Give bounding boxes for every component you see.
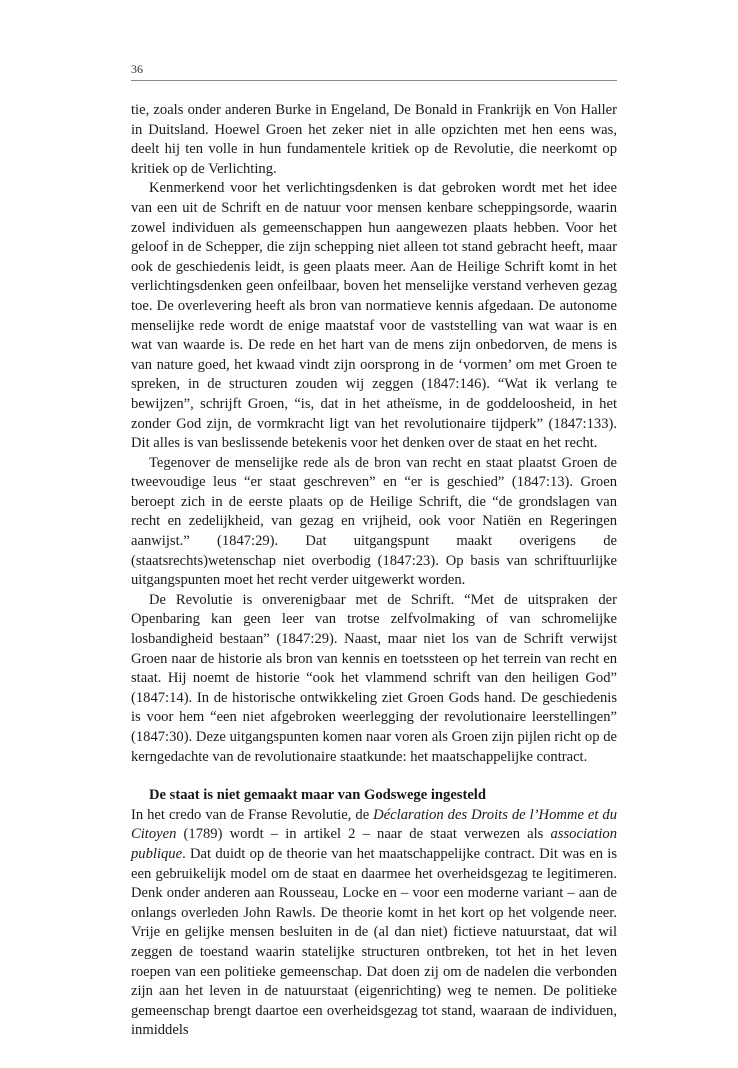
section-paragraph [131, 806, 617, 1041]
section-segment-5: . Dat duidt op de theorie van het maatschappelijke contract. Dit was en is een gebruikelijk model om de staat en daarmee het overheidsgezag te legitimeren. Denk onder anderen aan Rousseau, Locke en – voor een moderne variant – aan de onlangs overleden John Rawls. De theorie komt in het kort op het volgende neer. Vrije en gelijke mensen besluiten in de (al dan niet) fictieve natuurstaat, dat wil zeggen de toestand waarin statelijke structuren ontbreken, tot het in het leven roepen van een politieke gemeenschap. Dat doen zij om de nadelen die verbonden zijn aan het leven in de natuurstaat (eigenrichting) weg te nemen. De politieke gemeenschap brengt daartoe een overheidsgezag tot stand, waaraan de individuen, inmiddels [131, 845, 617, 1039]
paragraph-3: Tegenover de menselijke rede als de bron van recht en staat plaatst Groen de tweevoudige leus “er staat geschreven” en “er is geschied” (1847:13). Groen beroept zich in de eerste plaats op de Heilige Schrift, die “de grondslagen van recht en zedelijkheid, van gezag en vrijheid, ook voor Natiën en Regeringen aanwijst.” (1847:29). Dat uitgangspunt maakt overigens de (staatsrechts)wetenschap niet overbodig (1847:23). Op basis van schriftuurlijke uitgangspunten moet het recht verder uitgewerkt worden. [131, 454, 617, 589]
section-segment-1: In het credo van de Franse Revolutie, de [131, 806, 374, 823]
paragraph-2: Kenmerkend voor het verlichtingsdenken is dat gebroken wordt met het idee van een uit de Schrift en de natuur voor mensen kenbare scheppingsorde, waarin zowel individuen als gemeenschappen hun aangewezen plaats hebben. Voor het geloof in de Schepper, die zijn schepping niet alleen tot stand gebracht heeft, maar ook de geschiedenis leidt, is geen plaats meer. Aan de Heilige Schrift komt in het verlichtingsdenken geen onfeilbaar, boven het menselijke verstand verheven gezag toe. De overlevering heeft als bron van normatieve kennis afgedaan. De autonome menselijke rede wordt de enige maatstaf voor de vaststelling van wat waar is en wat van waarde is. De rede en het hart van de mens zijn onbedorven, de mens is van nature goed, het kwaad vindt zijn oorsprong in de ‘vormen’ om met Groen te spreken, in de structuren zouden wij zeggen (1847:146). “Wat ik verlang te bewijzen”, schrijft Groen, “is, dat in het atheïsme, in de goddeloosheid, in het zonder God zijn, de vormkracht ligt van het revolutionaire tijdperk” (1847:133). Dit alles is van beslissende betekenis voor het denken over de staat en het recht. [131, 180, 617, 452]
section-heading: De staat is niet gemaakt maar van Godswege ingesteld [149, 787, 486, 804]
section-segment-3: (1789) wordt – in artikel 2 – naar de staat verwezen als [176, 826, 551, 843]
paragraph-1: tie, zoals onder anderen Burke in Engeland, De Bonald in Frankrijk en Von Haller in Duitsland. Hoewel Groen het zeker niet in alle opzichten met hen eens was, deelt hij ten volle in hun fundamentele kritiek op de Revolutie, die neerkomt op kritiek op de Verlichting. [131, 102, 617, 177]
paragraph-4: De Revolutie is onverenigbaar met de Schrift. “Met de uitspraken der Openbaring kan geen leer van trotse zelfvolmaking of van schromelijke losbandigheid bestaan” (1847:29). Naast, maar niet los van de Schrift verwijst Groen naar de historie als bron van kennis en toetssteen op het terrein van recht en staat. Hij noemt de historie “ook het vlammend schrift van den heiligen God” (1847:14). In de historische ontwikkeling ziet Groen Gods hand. De geschiedenis is voor hem “een niet afgebroken weerlegging der revolutionaire leerstellingen” (1847:30). Deze uitgangspunten komen naar voren als Groen zijn pijlen richt op de kerngedachte van de revolutionaire staatkunde: het maatschappelijke contract. [131, 591, 617, 765]
body-text [131, 101, 617, 1041]
page-number: 36 [131, 62, 143, 76]
header-rule [131, 80, 617, 81]
section-segment-2-italic: Déclaration des Droits de l’Homme et du Citoyen [131, 806, 618, 843]
section-segment-4-italic: association publique [131, 826, 617, 862]
